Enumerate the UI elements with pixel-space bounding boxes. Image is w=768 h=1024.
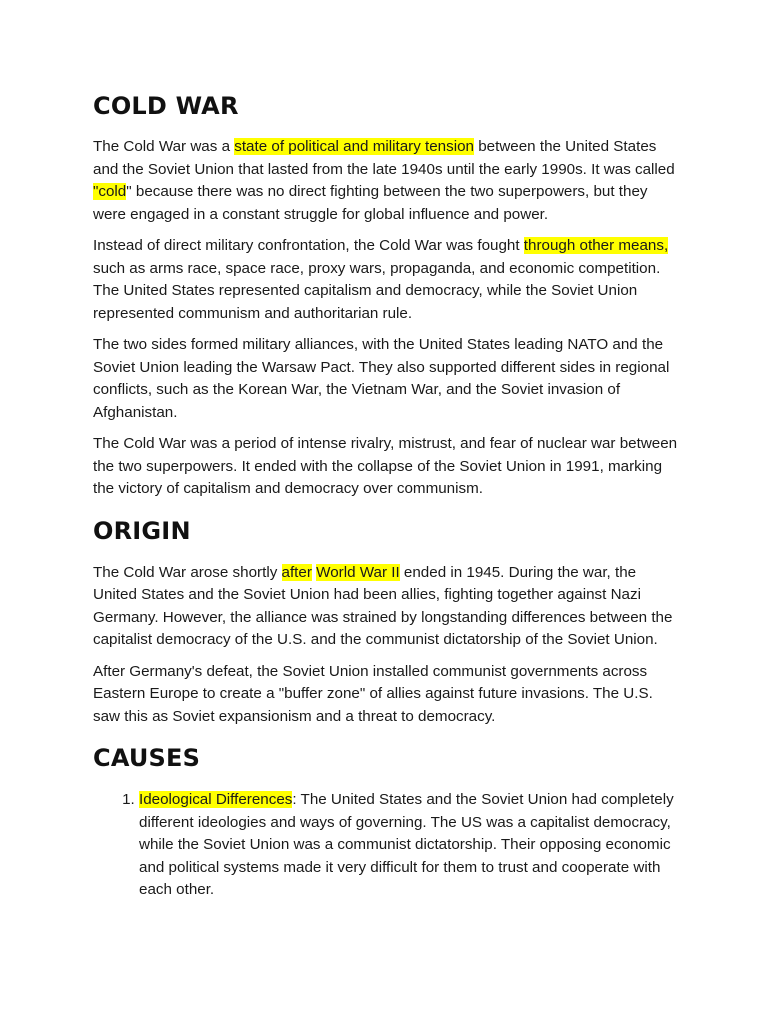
causes-list [93, 789, 683, 902]
text-run: ended in 1945. During the war, the United States and the Soviet Union had been allies, fighting together against Nazi Germany. However, the alliance was strained by longstanding differences between the capitalist democracy of the U.S. and the communist dictatorship of the Soviet Union. [93, 563, 673, 648]
paragraph-origin-war [93, 562, 683, 652]
paragraph-means [93, 235, 683, 325]
text-run: such as arms race, space race, proxy wars, propaganda, and economic competition. The United States represented capitalism and democracy, while the Soviet Union represented communism and authoritarian rule. [93, 259, 661, 322]
text-run: between the United States and the Soviet Union that lasted from the late 1940s until the early 1990s. It was called [93, 138, 675, 178]
text-run: : The United States and the Soviet Union had completely different ideologies and ways of governing. The US was a capitalist democracy, while the Soviet Union was a communist dictatorship. Their opposing economic and political systems made it very difficult for them to trust and cooperate with each other. [139, 791, 674, 898]
highlighted-text: after [281, 563, 312, 581]
text-run: The Cold War arose shortly [93, 563, 282, 581]
text-run: The Cold War was a [93, 138, 235, 155]
text-run: " because there was no direct fighting between the two superpowers, but they were engaged in a constant struggle for global influence and power. [93, 183, 648, 223]
document-page [93, 86, 683, 902]
paragraph-end: The Cold War was a period of intense rivalry, mistrust, and fear of nuclear war between the two superpowers. It ended with the collapse of the Soviet Union in 1991, marking the victory of capitalism and democracy over communism. [93, 435, 678, 497]
highlighted-text: "cold [93, 183, 127, 200]
highlighted-text: through other means, [523, 237, 669, 254]
paragraph-definition [93, 136, 683, 226]
list-item [139, 789, 683, 902]
heading-cold-war: COLD WAR [93, 92, 239, 120]
paragraph-alliances: The two sides formed military alliances, with the United States leading NATO and the Soviet Union leading the Warsaw Pact. They also supported different sides in regional conflicts, such as the Korean War, the Vietnam War, and the Soviet invasion of Afghanistan. [93, 336, 670, 421]
text-run: Ideological Differences [139, 791, 293, 808]
paragraph-origin-buffer: After Germany's defeat, the Soviet Union installed communist governments across Eastern Europe to create a "buffer zone" of allies against future invasions. The U.S. saw this as Soviet expansionism and a threat to democracy. [93, 662, 653, 725]
highlighted-text: World War II [316, 563, 400, 581]
highlighted-text: state of political and military tension [234, 138, 474, 155]
heading-origin: ORIGIN [93, 516, 191, 545]
text-run: Instead of direct military confrontation, the Cold War was fought [93, 237, 524, 254]
heading-causes: CAUSES [93, 744, 201, 772]
highlighted-text [139, 791, 292, 808]
